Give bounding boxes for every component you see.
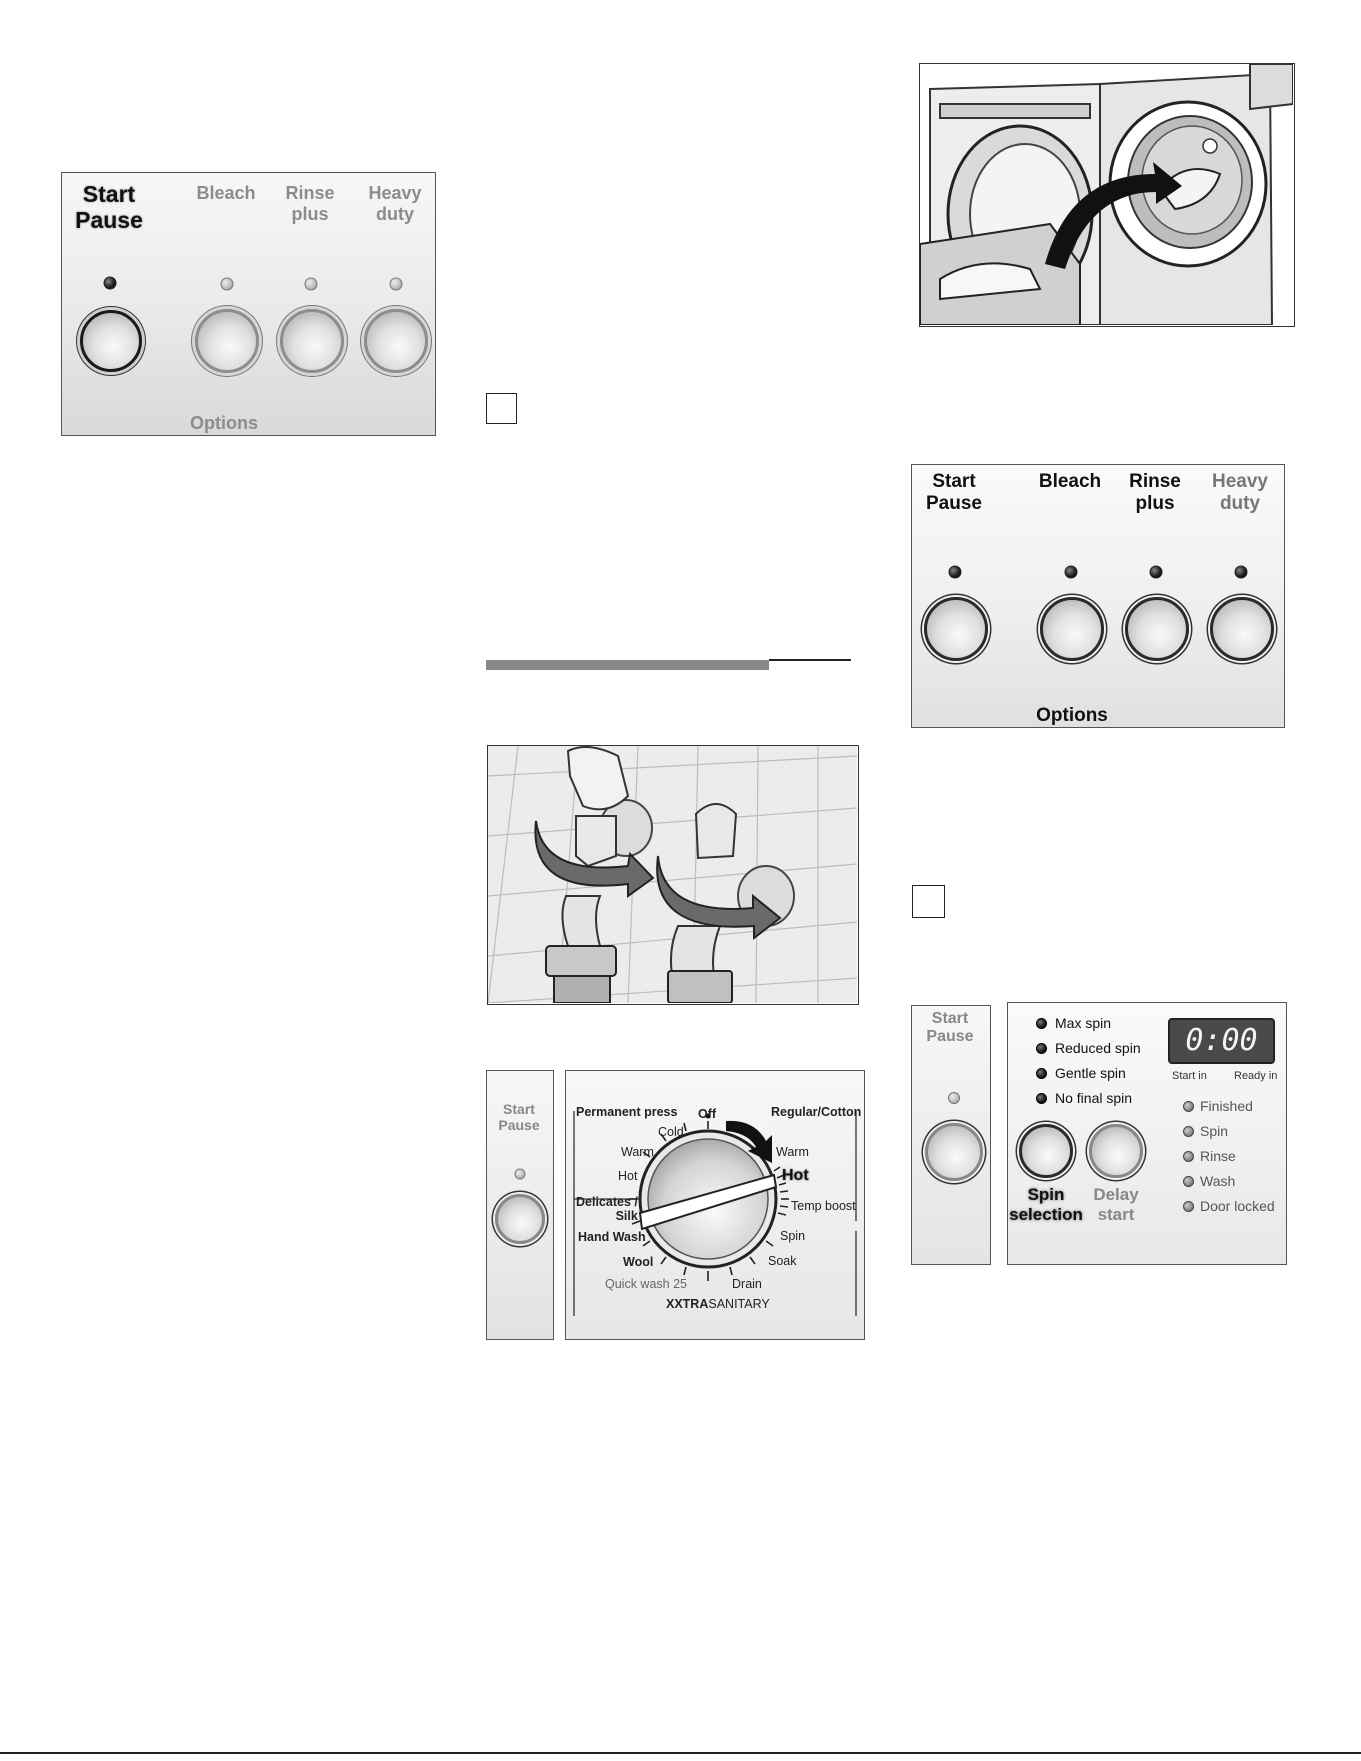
section-divider-line (769, 659, 851, 661)
spin-selection-button[interactable] (1019, 1124, 1073, 1178)
options-panel-right (911, 464, 1285, 728)
rinse-plus-button[interactable] (280, 309, 344, 373)
spin-status-label: Spin (1200, 1123, 1229, 1139)
start-pause-button[interactable] (924, 597, 988, 661)
heavy-duty-button[interactable] (1210, 597, 1274, 661)
delay-start-button[interactable] (1089, 1124, 1143, 1178)
permanent-press-label: Permanent press (576, 1105, 678, 1119)
max-spin-option (1036, 1015, 1111, 1031)
start-pause-label: Start Pause (498, 1101, 540, 1134)
door-locked-led (1183, 1201, 1194, 1212)
reduced-spin-option (1036, 1040, 1141, 1056)
gentle-spin-option (1036, 1065, 1126, 1081)
rinse-status-label: Rinse (1200, 1148, 1236, 1164)
time-display: 0:00 (1168, 1018, 1275, 1064)
max-spin-led (1036, 1018, 1047, 1029)
footer-rule (0, 1752, 1361, 1754)
pause-label: Pause (75, 207, 143, 234)
hot-right-label: Hot (782, 1167, 809, 1184)
washer-loading-illustration (919, 63, 1295, 327)
regular-cotton-label: Regular/Cotton (771, 1105, 862, 1119)
temp-boost-label: Temp boost (791, 1199, 856, 1213)
no-final-spin-led (1036, 1093, 1047, 1104)
rinse-plus-label: Rinse plus (285, 183, 335, 224)
section-divider (486, 660, 769, 670)
wash-led (1183, 1176, 1194, 1187)
no-final-spin-option (1036, 1090, 1132, 1106)
start-pause-led (515, 1169, 526, 1180)
start-pause-button[interactable] (80, 310, 142, 372)
spin-selection-label: Spin selection (1009, 1185, 1083, 1224)
finished-status (1183, 1098, 1253, 1114)
quick-wash-label: Quick wash 25 (605, 1277, 687, 1291)
door-locked-label: Door locked (1200, 1198, 1275, 1214)
start-pause-label: Start Pause (926, 471, 982, 514)
dial-start-pause-panel (486, 1070, 554, 1340)
start-in-label: Start in (1172, 1070, 1207, 1082)
heavy-duty-label: Heavy duty (1212, 471, 1268, 514)
spin-led (1183, 1126, 1194, 1137)
start-pause-led (104, 277, 117, 290)
warm-right-label: Warm (776, 1145, 809, 1159)
bleach-label: Bleach (1038, 471, 1102, 492)
heavy-duty-button[interactable] (364, 309, 428, 373)
start-pause-label: Start Pause (926, 1010, 974, 1046)
spin-start-pause-panel (911, 1005, 991, 1265)
delay-start-label: Delay start (1093, 1185, 1139, 1224)
off-label: Off (698, 1107, 717, 1121)
hand-wash-label: Hand Wash (578, 1230, 646, 1244)
start-label: Start (82, 181, 136, 207)
start-pause-led (948, 1092, 960, 1104)
step-checkbox (912, 885, 945, 918)
finished-label: Finished (1200, 1098, 1253, 1114)
no-final-spin-label: No final spin (1055, 1090, 1133, 1106)
xxtra-label: XXTRA (666, 1297, 709, 1311)
rinse-plus-led (1150, 566, 1163, 579)
heavy-duty-led (390, 278, 403, 291)
reduced-spin-label: Reduced spin (1055, 1040, 1141, 1056)
bleach-button[interactable] (195, 309, 259, 373)
ready-in-label: Ready in (1234, 1070, 1278, 1082)
finished-led (1183, 1101, 1194, 1112)
rinse-plus-button[interactable] (1125, 597, 1189, 661)
start-pause-led (949, 566, 962, 579)
wash-status-label: Wash (1200, 1173, 1236, 1189)
options-label: Options (1036, 705, 1108, 726)
bleach-label: Bleach (196, 183, 256, 203)
rinse-status (1183, 1148, 1236, 1164)
rinse-plus-led (305, 278, 318, 291)
delicates-silk-label: Delicates / Silk (576, 1195, 638, 1224)
start-pause-label (75, 181, 143, 234)
max-spin-label: Max spin (1055, 1015, 1112, 1031)
drain-label: Drain (732, 1277, 762, 1291)
start-pause-button[interactable] (925, 1123, 983, 1181)
rinse-plus-label: Rinse plus (1129, 471, 1181, 514)
wash-status (1183, 1173, 1235, 1189)
sanitary-word: SANITARY (708, 1297, 770, 1311)
wool-label: Wool (623, 1255, 654, 1269)
door-locked-status (1183, 1198, 1275, 1214)
bleach-button[interactable] (1040, 597, 1104, 661)
water-tap-illustration (487, 745, 859, 1005)
gentle-spin-label: Gentle spin (1055, 1065, 1126, 1081)
warm-left-label: Warm (621, 1145, 654, 1159)
bleach-led (221, 278, 234, 291)
hot-left-label: Hot (618, 1169, 638, 1183)
heavy-duty-led (1235, 566, 1248, 579)
bleach-led (1065, 566, 1078, 579)
spin-dial-label: Spin (780, 1229, 806, 1243)
rinse-led (1183, 1151, 1194, 1162)
soak-label: Soak (768, 1254, 797, 1268)
reduced-spin-led (1036, 1043, 1047, 1054)
program-dial-panel (565, 1070, 865, 1340)
heavy-duty-label: Heavy duty (368, 183, 422, 224)
start-pause-button[interactable] (495, 1194, 545, 1244)
options-panel-top-left (61, 172, 436, 436)
cold-label: Cold (658, 1125, 684, 1139)
spin-delay-panel (1007, 1002, 1287, 1265)
spin-status (1183, 1123, 1228, 1139)
step-checkbox (486, 393, 517, 424)
options-label: Options (190, 413, 258, 433)
sanitary-label (666, 1297, 770, 1311)
gentle-spin-led (1036, 1068, 1047, 1079)
